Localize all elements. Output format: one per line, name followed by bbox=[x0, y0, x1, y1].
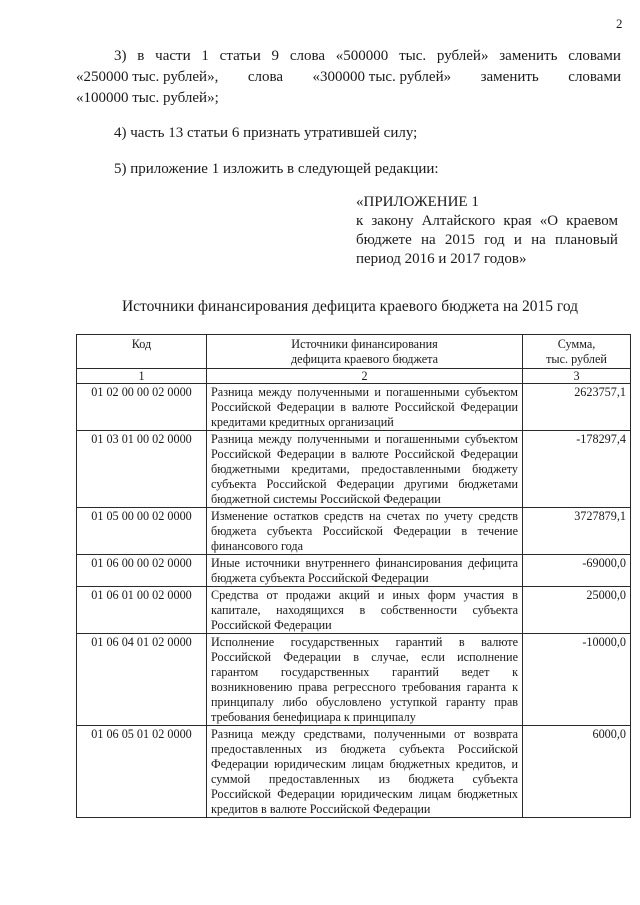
paragraph-3-line-1-word: в bbox=[137, 48, 145, 64]
paragraph-3-line-2 bbox=[76, 68, 621, 87]
header-sum-line-1: Сумма, bbox=[557, 337, 596, 351]
paragraph-3-line-1-word: словами bbox=[568, 48, 621, 64]
header-code-label: Код bbox=[131, 337, 152, 351]
appendix-line-3-word: и bbox=[513, 232, 522, 248]
paragraph-3-line-1-word: 3) bbox=[114, 48, 127, 64]
paragraph-3-line-1-word: статьи bbox=[219, 48, 261, 64]
table-row bbox=[77, 431, 631, 508]
row-code: 01 06 05 01 02 0000 bbox=[77, 726, 207, 818]
paragraph-3-line-1-word: тыс. bbox=[399, 48, 427, 64]
row-sum: -10000,0 bbox=[523, 634, 631, 726]
row-sum: 25000,0 bbox=[523, 587, 631, 634]
row-description: Иные источники внутреннего финансирования дефицита бюджета субъекта Российской Федерации bbox=[207, 555, 523, 587]
appendix-title: «ПРИЛОЖЕНИЕ 1 bbox=[356, 194, 479, 210]
appendix-line-3-word: плановый bbox=[555, 232, 618, 248]
row-description: Изменение остатков средств на счетах по учету средств бюджета субъекта Российской Федерации в течение финансового года bbox=[207, 508, 523, 555]
row-description: Разница между средствами, полученными от возврата предоставленных из бюджета субъекта Российской Федерации юридическим лицам бюджетных кредитов, и суммой предоставленных из бюджета субъекта Российской Федерации юридическим лицам бюджетных кредитов в валюте Российской Федерации bbox=[207, 726, 523, 818]
table-title: Источники финансирования дефицита краевого бюджета на 2015 год bbox=[121, 298, 579, 315]
header-description-line-1: Источники финансирования bbox=[291, 337, 438, 351]
table-row bbox=[77, 555, 631, 587]
header-sum-line-2: тыс. рублей bbox=[546, 352, 607, 366]
header-description bbox=[207, 335, 523, 369]
appendix-line-3 bbox=[356, 231, 618, 250]
row-code: 01 05 00 00 02 0000 bbox=[77, 508, 207, 555]
row-description: Разница между полученными и погашенными субъектом Российской Федерации в валюте Российской Федерации кредитами кредитных организаций bbox=[207, 384, 523, 431]
paragraph-3-line-1-word: рублей» bbox=[436, 48, 489, 64]
paragraph-3-line-2-word: «300000 тыс. рублей» bbox=[312, 69, 452, 85]
row-description: Средства от продажи акций и иных форм участия в капитале, находящихся в собственности субъекта Российской Федерации bbox=[207, 587, 523, 634]
row-sum: 2623757,1 bbox=[523, 384, 631, 431]
financing-sources-table bbox=[76, 334, 631, 818]
page-number: 2 bbox=[616, 16, 623, 31]
paragraph-3-line-1-word: слова bbox=[289, 48, 326, 64]
appendix-line-2-word: Алтайского bbox=[421, 213, 496, 229]
row-description: Разница между полученными и погашенными субъектом Российской Федерации в валюте Российской Федерации бюджетными кредитами, предоставленными бюджету субъекта Российской Федерации другими бюджетами бюджетной системы Российской Федерации bbox=[207, 431, 523, 508]
paragraph-3-line-1-word: 9 bbox=[271, 48, 280, 64]
paragraph-3-line-2-word: слова bbox=[247, 69, 284, 85]
paragraph-3-line-1-word: 1 bbox=[201, 48, 209, 64]
table-row bbox=[77, 726, 631, 818]
paragraph-3-line-1-word: «500000 bbox=[335, 48, 389, 64]
paragraph-3-line-1-word: части bbox=[155, 48, 191, 64]
table-row bbox=[77, 508, 631, 555]
appendix-line-2 bbox=[356, 212, 618, 231]
row-code: 01 06 04 01 02 0000 bbox=[77, 634, 207, 726]
row-sum: -178297,4 bbox=[523, 431, 631, 508]
header-description-line-2: дефицита краевого бюджета bbox=[290, 352, 439, 366]
table-row bbox=[77, 634, 631, 726]
table-header-row bbox=[77, 335, 631, 369]
appendix-line-3-word: год bbox=[484, 232, 505, 248]
table-row bbox=[77, 384, 631, 431]
column-number-1: 1 bbox=[77, 369, 207, 384]
column-number-row bbox=[77, 369, 631, 384]
row-sum: 3727879,1 bbox=[523, 508, 631, 555]
paragraph-3-line-1-word: заменить bbox=[499, 48, 558, 64]
paragraph-5: 5) приложение 1 изложить в следующей редакции: bbox=[114, 161, 439, 177]
appendix-line-3-word: бюджете bbox=[356, 232, 412, 248]
appendix-line-4: период 2016 и 2017 годов» bbox=[356, 251, 527, 267]
row-code: 01 03 01 00 02 0000 bbox=[77, 431, 207, 508]
row-description: Исполнение государственных гарантий в валюте Российской Федерации в случае, если исполнение гарантом государственных гарантий ведет к возникновению права регрессного требования гаранта к принципалу либо обусловлено уступкой гаранту прав требования бенефициара к принципалу bbox=[207, 634, 523, 726]
appendix-line-2-word: «О bbox=[539, 213, 559, 229]
table-row bbox=[77, 587, 631, 634]
appendix-line-2-word: краевом bbox=[566, 213, 618, 229]
appendix-line-2-word: края bbox=[503, 213, 532, 229]
header-code bbox=[77, 335, 207, 369]
column-number-2: 2 bbox=[207, 369, 523, 384]
appendix-line-3-word: 2015 bbox=[444, 232, 475, 248]
paragraph-4: 4) часть 13 статьи 6 признать утратившей силу; bbox=[114, 125, 418, 141]
header-sum bbox=[523, 335, 631, 369]
row-code: 01 02 00 00 02 0000 bbox=[77, 384, 207, 431]
row-sum: -69000,0 bbox=[523, 555, 631, 587]
row-sum: 6000,0 bbox=[523, 726, 631, 818]
appendix-line-2-word: к bbox=[356, 213, 364, 229]
paragraph-3-line-2-word: «250000 тыс. рублей», bbox=[76, 69, 219, 85]
paragraph-3-line-2-word: заменить bbox=[480, 69, 539, 85]
paragraph-3-line-1 bbox=[114, 47, 621, 66]
appendix-line-3-word: на bbox=[420, 232, 436, 248]
appendix-line-2-word: закону bbox=[371, 213, 414, 229]
row-code: 01 06 01 00 02 0000 bbox=[77, 587, 207, 634]
appendix-line-3-word: на bbox=[531, 232, 546, 248]
row-code: 01 06 00 00 02 0000 bbox=[77, 555, 207, 587]
paragraph-3-line-2-word: словами bbox=[568, 69, 621, 85]
paragraph-3-line-3: «100000 тыс. рублей»; bbox=[76, 90, 219, 106]
column-number-3: 3 bbox=[523, 369, 631, 384]
